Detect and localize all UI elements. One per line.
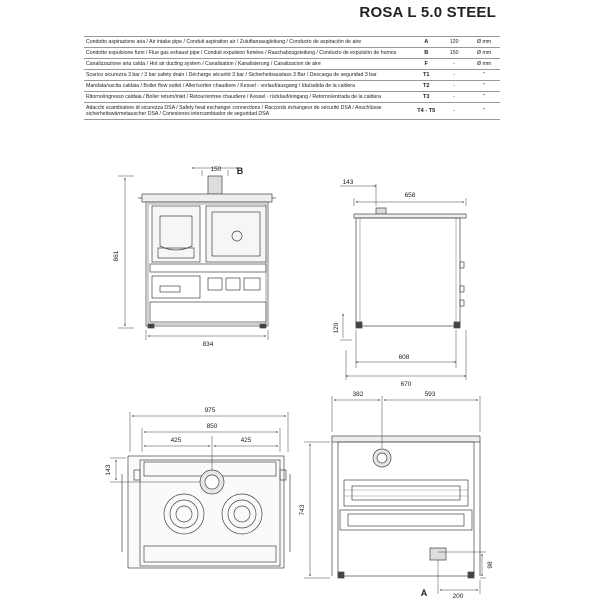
- spec-code: F: [412, 59, 440, 70]
- spec-description: Condotto espulsione fumi / Flue gas exhaust pipe / Conduit expulsion fumées / Rauchabzugsleitung / Conducto de expulsión de humos: [84, 48, 412, 59]
- top-half-right-dim: 425: [240, 437, 252, 444]
- side-inlet-dim: 120: [333, 322, 340, 334]
- spec-code: T1: [412, 70, 440, 81]
- side-depth-dim: 658: [404, 192, 416, 199]
- spec-description: Attacchi scambiatore di sicurezza DSA / Safety heat exchanger connections / Raccords échangeur de sécurité DSA / Anschlüsse sicherheitswärmetauscher DSA / Conexiones intercambiador de seguridad DSA: [84, 103, 412, 120]
- top-view: [122, 456, 290, 568]
- spec-value: -: [440, 81, 468, 92]
- spec-description: Mandata/uscita caldaia / Boiler flow outlet / Aller/sortier chaudiere / Kessel - vorlauf/ausgang / Ida/salida de la caldera: [84, 81, 412, 92]
- rear-inlet-height-dim: 98: [487, 561, 494, 569]
- front-width-dim: 834: [202, 341, 214, 348]
- rear-view: [332, 436, 480, 578]
- spec-description: Ritorno/ingresso caldaia / Boiler return/inlet / Retour/entree chaudiere / Kessel - rücklauf/eingang / Retorno/entrada de la caldera: [84, 92, 412, 103]
- spec-code: T4 - T5: [412, 103, 440, 120]
- rear-inlet-width-dim: 200: [452, 593, 464, 600]
- top-overall-dim: 975: [204, 407, 216, 414]
- side-offset-dim: 143: [342, 179, 354, 186]
- product-title: ROSA L 5.0 STEEL: [359, 4, 496, 21]
- front-height-dim: 861: [113, 250, 120, 262]
- spec-value: -: [440, 103, 468, 120]
- spec-value: 150: [440, 48, 468, 59]
- spec-unit: ": [468, 92, 500, 103]
- side-view: [354, 208, 466, 328]
- rear-right-dim: 593: [424, 391, 436, 398]
- top-depth-offset-dim: 143: [105, 464, 112, 476]
- spec-description: Canalizzazione aria calda / Hot air ducting system / Canalisation / Kanalisierung / Canalizacion de aire: [84, 59, 412, 70]
- top-half-left-dim: 425: [170, 437, 182, 444]
- side-body-dim: 608: [398, 354, 410, 361]
- spec-value: -: [440, 70, 468, 81]
- top-inner-dim: 850: [206, 423, 218, 430]
- side-base-dim: 670: [400, 381, 412, 388]
- spec-code: T2: [412, 81, 440, 92]
- spec-code: A: [412, 37, 440, 48]
- spec-unit: Ø mm: [468, 48, 500, 59]
- spec-value: -: [440, 92, 468, 103]
- spec-code: B: [412, 48, 440, 59]
- spec-unit: ": [468, 70, 500, 81]
- rear-inlet-label: A: [420, 588, 428, 598]
- spec-value: -: [440, 59, 468, 70]
- spec-unit: Ø mm: [468, 37, 500, 48]
- spec-description: Scarico sicurezza 3 bar / 3 bar safety drain / Décharge sécurité 3 bar / Sicherheitsauslass 3 Bar / Descarga de seguridad 3 bar: [84, 70, 412, 81]
- spec-unit: Ø mm: [468, 59, 500, 70]
- spec-unit: ": [468, 81, 500, 92]
- rear-height-dim: 743: [299, 504, 306, 516]
- front-flue-dim: 150: [210, 166, 222, 173]
- spec-code: T3: [412, 92, 440, 103]
- spec-description: Condotto aspirazione aria / Air intake pipe / Conduit aspiration air / Zuluftansaugleitung / Conducto de aspiración de aire: [84, 37, 412, 48]
- front-flue-label: B: [236, 166, 244, 176]
- spec-value: 120: [440, 37, 468, 48]
- rear-left-dim: 382: [352, 391, 364, 398]
- front-view: [138, 176, 276, 328]
- spec-unit: ": [468, 103, 500, 120]
